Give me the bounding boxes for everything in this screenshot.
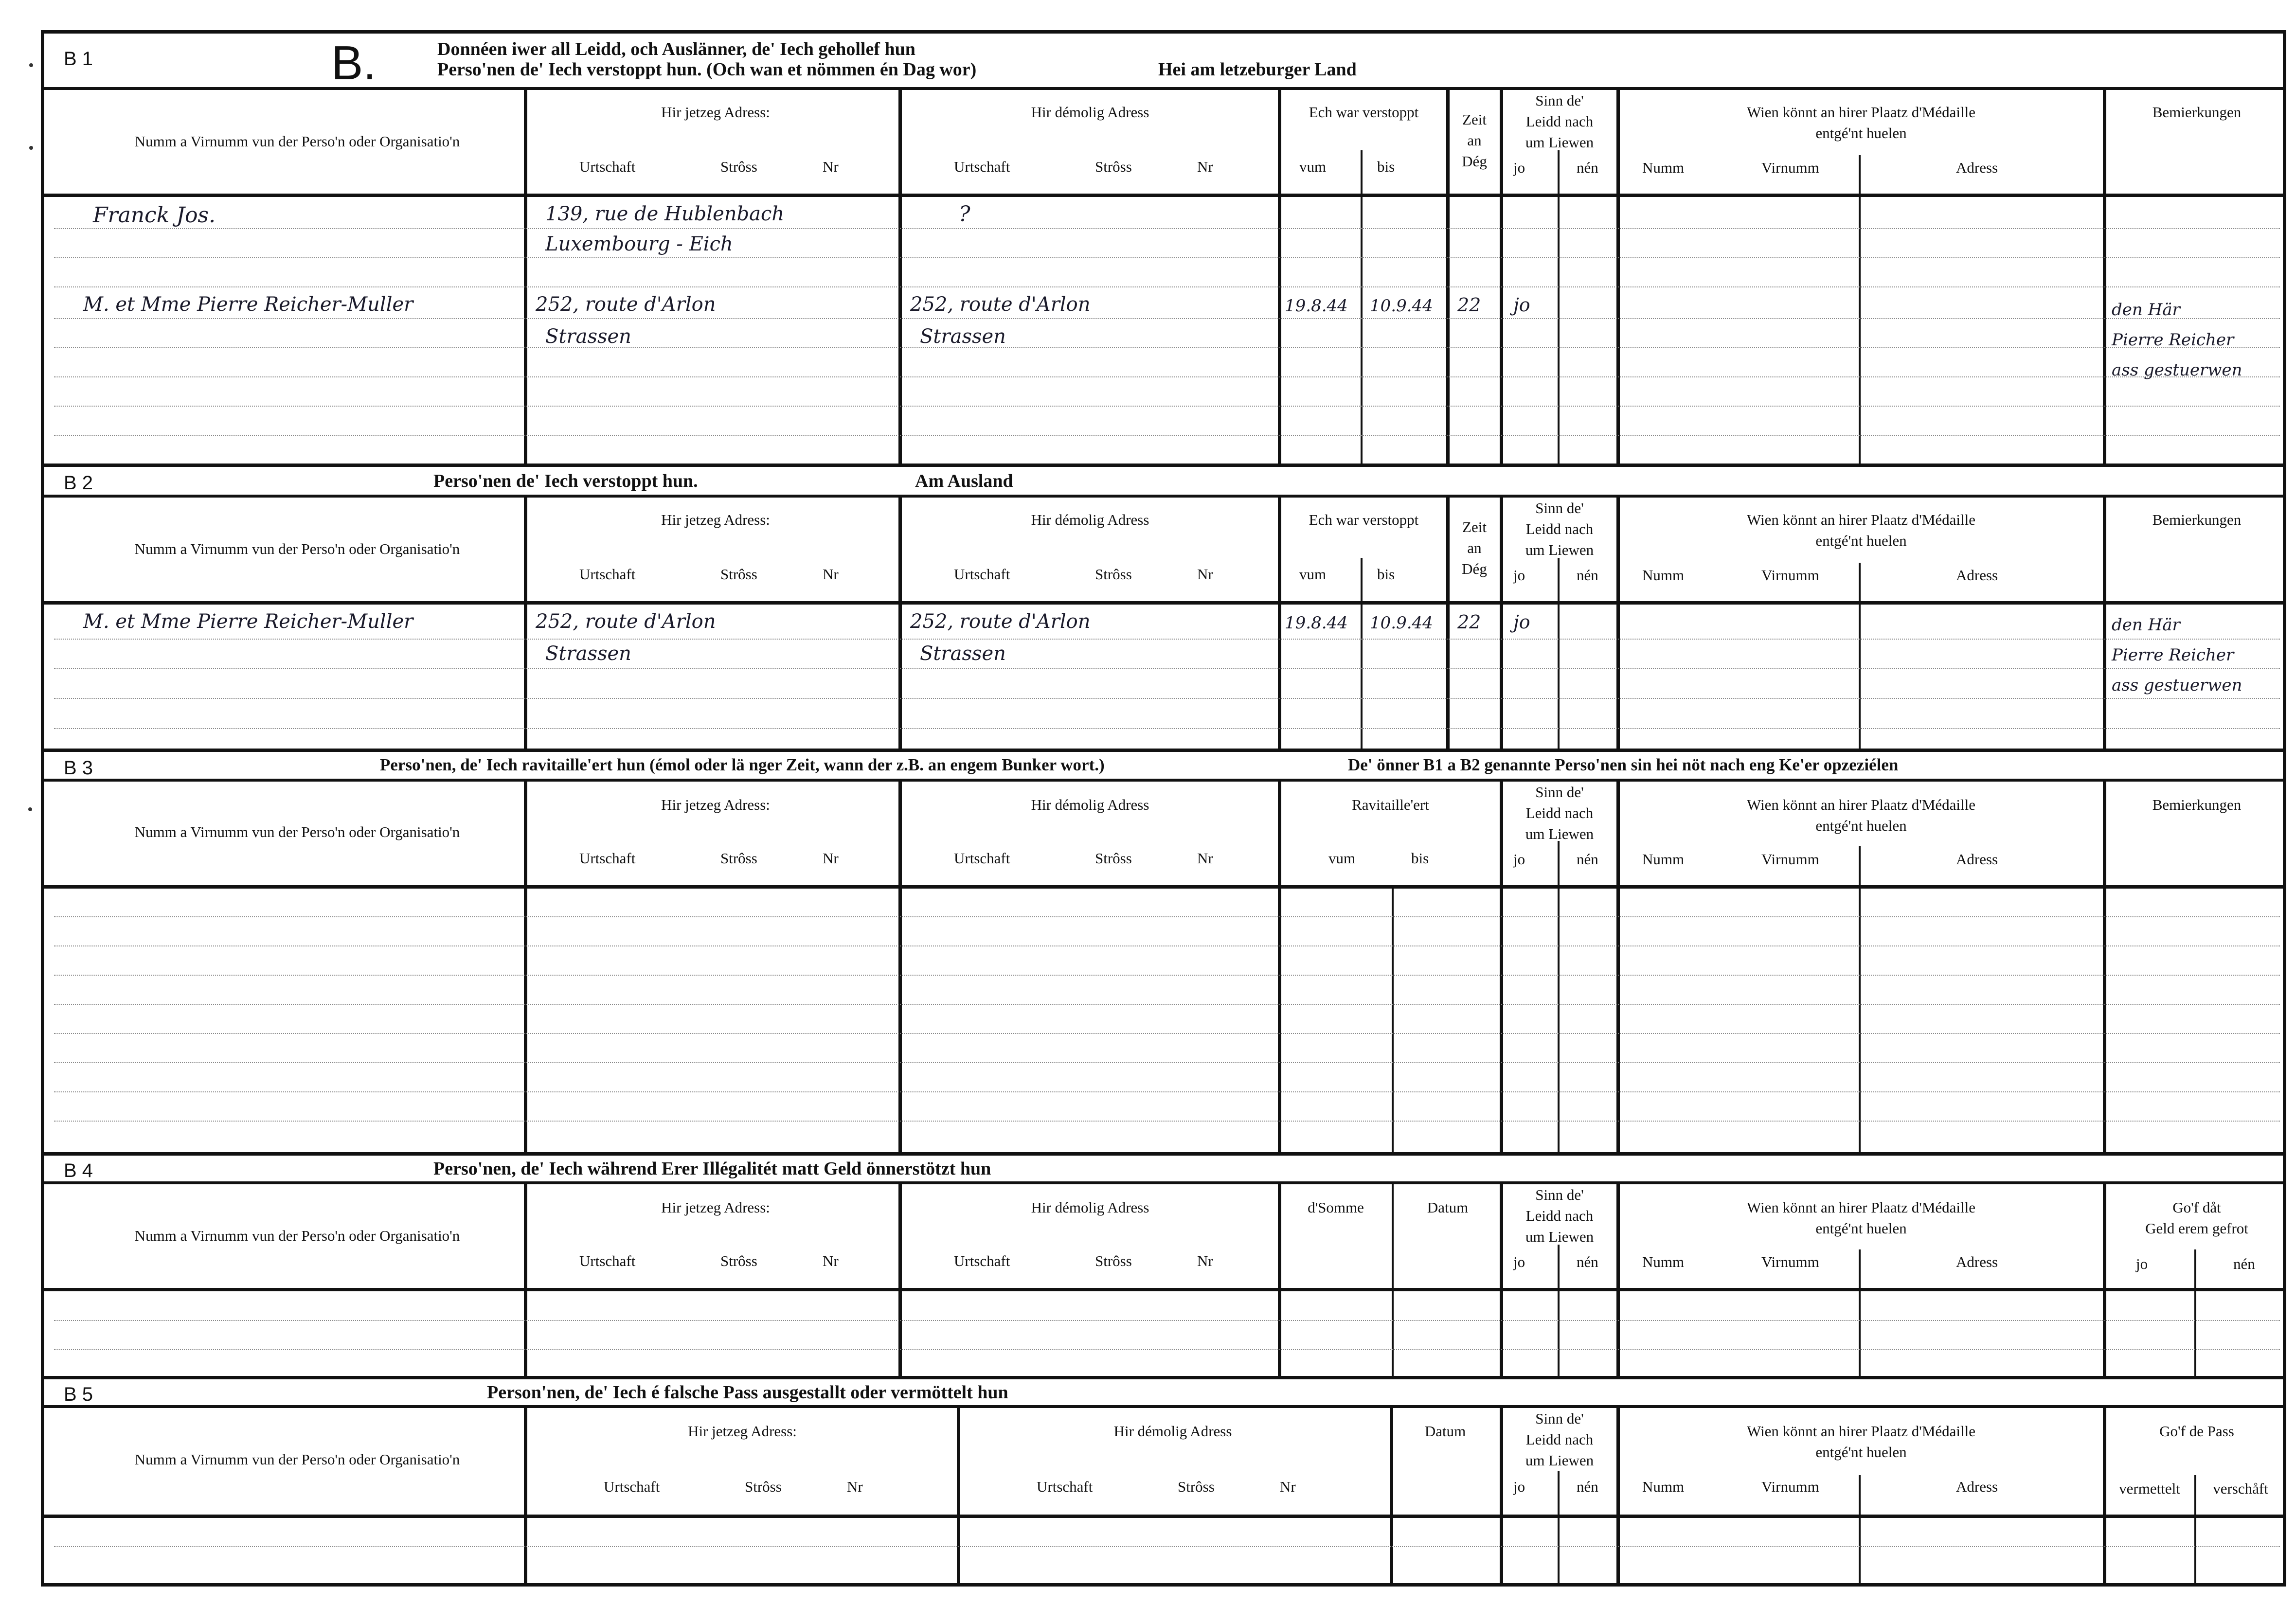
header-nr: Nr <box>1197 1252 1213 1269</box>
header-medal-1: Wien könnt an hirer Plaatz d'Médaille <box>1746 104 1976 121</box>
header-no: nén <box>1577 1253 1598 1270</box>
section-label: B 2 <box>64 472 93 494</box>
entry-name: M. et Mme Pierre Reicher-Muller <box>83 610 413 633</box>
header-yes: jo <box>1513 851 1525 868</box>
section-b2-title-bar <box>44 464 2283 498</box>
header-street: Strôss <box>1095 158 1132 175</box>
header-alive-2: Leidd nach <box>1525 1207 1594 1224</box>
section-title-location: Hei am letzeburger Land <box>1158 59 1357 80</box>
scan-mark <box>29 146 33 150</box>
header-amount: d'Somme <box>1308 1199 1364 1216</box>
header-yes: jo <box>1513 567 1525 584</box>
header-street: Strôss <box>1095 850 1132 867</box>
header-no: nén <box>1577 1478 1598 1495</box>
header-current-address: Hir jetzeg Adress: <box>661 796 770 813</box>
entry-to: 10.9.44 <box>1370 296 1433 316</box>
header-medal-first: Virnumm <box>1761 567 1819 584</box>
header-alive-2: Leidd nach <box>1525 520 1594 537</box>
header-pass-given: Go'f de Pass <box>2159 1423 2234 1440</box>
resistance-form <box>41 30 2286 1587</box>
header-medal-1: Wien könnt an hirer Plaatz d'Médaille <box>1746 1423 1976 1440</box>
header-former-address: Hir démolig Adress <box>1031 511 1149 528</box>
header-town: Urtschaft <box>579 850 636 867</box>
header-nr: Nr <box>847 1478 863 1495</box>
header-date: Datum <box>1424 1423 1466 1440</box>
header-alive-1: Sinn de' <box>1535 784 1584 801</box>
header-town: Urtschaft <box>579 158 636 175</box>
header-alive-2: Leidd nach <box>1525 1431 1594 1448</box>
header-yes: jo <box>1513 1478 1525 1495</box>
header-street: Strôss <box>1095 1252 1132 1269</box>
header-street: Strôss <box>1095 566 1132 583</box>
section-title-line2: Perso'nen de' Iech verstoppt hun. (Och wan et nömmen én Dag wor) <box>437 59 977 80</box>
entry-remark-1: den Här <box>2112 300 2180 320</box>
header-hidden: Ech war verstoppt <box>1309 104 1419 121</box>
header-current-address: Hir jetzeg Adress: <box>688 1423 797 1440</box>
section-b2 <box>44 464 2283 749</box>
entry-days: 22 <box>1457 294 1481 316</box>
section-title: Perso'nen de' Iech verstoppt hun. <box>433 471 698 491</box>
entry-remark-3: ass gestuerwen <box>2112 676 2242 695</box>
header-medal-1: Wien könnt an hirer Plaatz d'Médaille <box>1746 796 1976 813</box>
header-town: Urtschaft <box>1037 1478 1093 1495</box>
entry-former-line2: Strassen <box>920 642 1006 665</box>
entry-remark-2: Pierre Reicher <box>2112 330 2234 350</box>
header-supplied: Ravitaille'ert <box>1352 796 1429 813</box>
entry-remark-3: ass gestuerwen <box>2112 360 2242 380</box>
header-street: Strôss <box>720 1252 757 1269</box>
header-current-address: Hir jetzeg Adress: <box>661 1199 770 1216</box>
header-name: Numm a Virnumm vun der Perso'n oder Organisatio'n <box>134 1227 460 1244</box>
header-days-1: Zeit <box>1462 518 1487 535</box>
header-town: Urtschaft <box>954 850 1010 867</box>
header-medal-first: Virnumm <box>1761 1478 1819 1495</box>
section-label: B 4 <box>64 1160 93 1181</box>
header-to: bis <box>1411 850 1429 867</box>
header-remarks: Bemierkungen <box>2152 796 2242 813</box>
header-town: Urtschaft <box>954 158 1010 175</box>
header-alive-1: Sinn de' <box>1535 1410 1584 1427</box>
header-from: vum <box>1299 158 1327 175</box>
header-hidden: Ech war verstoppt <box>1309 511 1419 528</box>
entry-remark-1: den Här <box>2112 615 2180 635</box>
header-medal-addr: Adress <box>1956 851 1998 868</box>
header-days-2: an <box>1467 132 1482 149</box>
header-alive-3: um Liewen <box>1525 825 1594 842</box>
entry-alive-yes: jo <box>1513 611 1530 633</box>
header-money-1: Go'f dåt <box>2172 1199 2221 1216</box>
scan-mark <box>28 807 32 811</box>
header-no: nén <box>2233 1255 2255 1272</box>
entry-former-line1: 252, route d'Arlon <box>910 610 1091 633</box>
header-to: bis <box>1377 566 1395 583</box>
header-pass-procured: verschåft <box>2213 1480 2268 1497</box>
section-label: B 3 <box>64 757 93 779</box>
header-medal-addr: Adress <box>1956 159 1998 176</box>
header-medal-2: entgé'nt huelen <box>1815 817 1907 834</box>
header-town: Urtschaft <box>579 1252 636 1269</box>
header-alive-2: Leidd nach <box>1525 113 1594 130</box>
entry-address-line1: 139, rue de Hublenbach <box>545 203 785 225</box>
header-from: vum <box>1328 850 1356 867</box>
entry-alive-yes: jo <box>1513 294 1530 316</box>
header-nr: Nr <box>1197 850 1213 867</box>
header-alive-1: Sinn de' <box>1535 92 1584 109</box>
header-medal-name: Numm <box>1642 851 1685 868</box>
header-medal-2: entgé'nt huelen <box>1815 1444 1907 1461</box>
header-name: Numm a Virnumm vun der Perso'n oder Organisatio'n <box>134 540 460 557</box>
entry-address-line1: 252, route d'Arlon <box>536 293 716 316</box>
entry-from: 19.8.44 <box>1285 613 1348 633</box>
header-medal-first: Virnumm <box>1761 159 1819 176</box>
header-days-3: Dég <box>1462 153 1487 170</box>
header-former-address: Hir démolig Adress <box>1031 1199 1149 1216</box>
header-money-2: Geld erem gefrot <box>2145 1220 2248 1237</box>
header-alive-2: Leidd nach <box>1525 804 1594 821</box>
header-days-1: Zeit <box>1462 111 1487 128</box>
entry-remark-2: Pierre Reicher <box>2112 645 2234 665</box>
form-letter: B. <box>331 36 377 89</box>
header-alive-3: um Liewen <box>1525 1228 1594 1245</box>
header-current-address: Hir jetzeg Adress: <box>661 104 770 121</box>
header-former-address: Hir démolig Adress <box>1031 796 1149 813</box>
header-yes: jo <box>1513 159 1525 176</box>
header-street: Strôss <box>720 158 757 175</box>
header-no: nén <box>1577 851 1598 868</box>
header-medal-2: entgé'nt huelen <box>1815 125 1907 142</box>
header-medal-1: Wien könnt an hirer Plaatz d'Médaille <box>1746 1199 1976 1216</box>
header-former-address: Hir démolig Adress <box>1113 1423 1232 1440</box>
header-nr: Nr <box>1280 1478 1296 1495</box>
header-name: Numm a Virnumm vun der Perso'n oder Organisatio'n <box>134 1451 460 1468</box>
header-pass-mediated: vermettelt <box>2119 1480 2180 1497</box>
entry-former-address: ? <box>959 202 970 227</box>
header-remarks: Bemierkungen <box>2152 511 2242 528</box>
header-nr: Nr <box>823 158 839 175</box>
entry-name: M. et Mme Pierre Reicher-Muller <box>83 293 413 316</box>
header-medal-name: Numm <box>1642 159 1685 176</box>
header-medal-addr: Adress <box>1956 1253 1998 1270</box>
header-alive-3: um Liewen <box>1525 134 1594 151</box>
header-town: Urtschaft <box>954 566 1010 583</box>
header-name: Numm a Virnumm vun der Perso'n oder Organisatio'n <box>134 133 460 150</box>
header-town: Urtschaft <box>604 1478 660 1495</box>
section-title: Perso'nen, de' Iech ravitaille'ert hun (émol oder lä nger Zeit, wann der z.B. an engem Bunker wort.) <box>380 755 1105 774</box>
header-nr: Nr <box>1197 566 1213 583</box>
header-medal-first: Virnumm <box>1761 1253 1819 1270</box>
header-days-3: Dég <box>1462 560 1487 577</box>
header-yes: jo <box>2136 1255 2148 1272</box>
header-alive-3: um Liewen <box>1525 1452 1594 1469</box>
entry-address-line2: Strassen <box>545 642 631 665</box>
header-yes: jo <box>1513 1253 1525 1270</box>
header-no: nén <box>1577 159 1598 176</box>
header-days-2: an <box>1467 539 1482 556</box>
scan-mark <box>29 63 33 67</box>
header-nr: Nr <box>823 1252 839 1269</box>
header-former-address: Hir démolig Adress <box>1031 104 1149 121</box>
header-alive-3: um Liewen <box>1525 541 1594 558</box>
section-title-line1: Donnéen iwer all Leidd, och Auslänner, de' Iech gehollef hun <box>437 39 915 59</box>
section-title: Perso'nen, de' Iech während Erer Illégalitét matt Geld önnerstötzt hun <box>433 1159 991 1179</box>
header-medal-first: Virnumm <box>1761 851 1819 868</box>
section-title: Person'nen, de' Iech é falsche Pass ausgestallt oder vermöttelt hun <box>487 1382 1008 1403</box>
header-street: Strôss <box>720 850 757 867</box>
entry-from: 19.8.44 <box>1285 296 1348 316</box>
section-b4 <box>44 1152 2283 1376</box>
section-title-location: Am Ausland <box>915 471 1013 491</box>
header-no: nén <box>1577 567 1598 584</box>
header-town: Urtschaft <box>579 566 636 583</box>
entry-days: 22 <box>1457 611 1481 633</box>
header-nr: Nr <box>823 850 839 867</box>
section-b3 <box>44 749 2283 1152</box>
entry-former-line2: Strassen <box>920 325 1006 348</box>
header-date: Datum <box>1427 1199 1469 1216</box>
header-medal-addr: Adress <box>1956 1478 1998 1495</box>
header-town: Urtschaft <box>954 1252 1010 1269</box>
header-alive-1: Sinn de' <box>1535 1186 1584 1203</box>
header-medal-1: Wien könnt an hirer Plaatz d'Médaille <box>1746 511 1976 528</box>
entry-name: Franck Jos. <box>93 203 216 228</box>
entry-address-line2: Strassen <box>545 325 631 348</box>
header-street: Strôss <box>745 1478 782 1495</box>
header-medal-name: Numm <box>1642 567 1685 584</box>
section-b1 <box>44 34 2283 464</box>
entry-former-line1: 252, route d'Arlon <box>910 293 1091 316</box>
header-name: Numm a Virnumm vun der Perso'n oder Organisatio'n <box>134 823 460 840</box>
header-medal-name: Numm <box>1642 1253 1685 1270</box>
entry-to: 10.9.44 <box>1370 613 1433 633</box>
header-alive-1: Sinn de' <box>1535 499 1584 517</box>
header-medal-2: entgé'nt huelen <box>1815 1220 1907 1237</box>
section-b4-title-bar <box>44 1152 2283 1184</box>
entry-address-line1: 252, route d'Arlon <box>536 610 716 633</box>
header-street: Strôss <box>720 566 757 583</box>
header-to: bis <box>1377 158 1395 175</box>
section-label: B 5 <box>64 1384 93 1405</box>
header-medal-addr: Adress <box>1956 567 1998 584</box>
header-nr: Nr <box>823 566 839 583</box>
header-medal-2: entgé'nt huelen <box>1815 532 1907 549</box>
header-current-address: Hir jetzeg Adress: <box>661 511 770 528</box>
header-street: Strôss <box>1178 1478 1215 1495</box>
header-medal-name: Numm <box>1642 1478 1685 1495</box>
section-title-note: De' önner B1 a B2 genannte Perso'nen sin hei nöt nach eng Ke'er opzeziélen <box>1348 755 1899 774</box>
section-b5-title-bar <box>44 1376 2283 1408</box>
section-label: B 1 <box>64 48 93 70</box>
header-remarks: Bemierkungen <box>2152 104 2242 121</box>
header-from: vum <box>1299 566 1327 583</box>
section-b5 <box>44 1376 2283 1583</box>
header-nr: Nr <box>1197 158 1213 175</box>
entry-address-line2: Luxembourg - Eich <box>545 233 733 255</box>
